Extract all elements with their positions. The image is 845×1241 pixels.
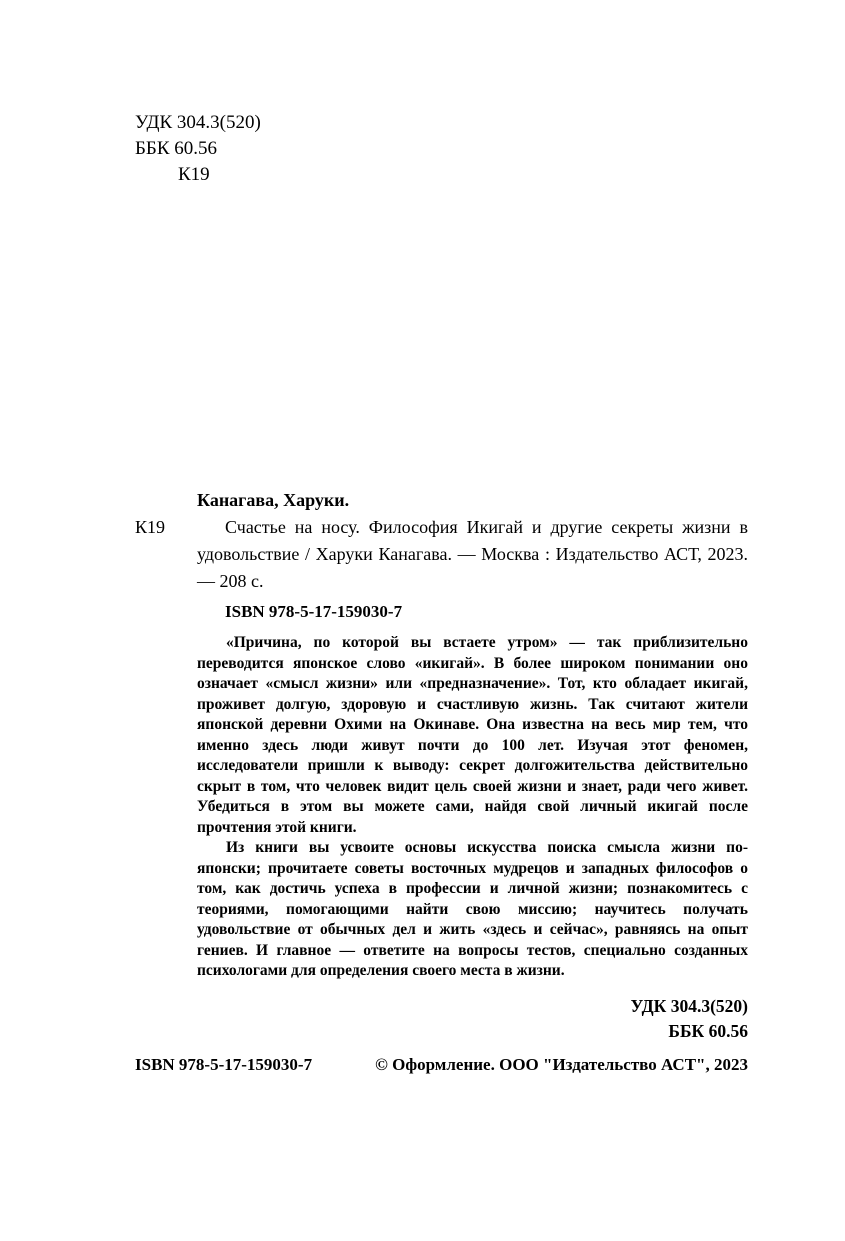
bbk-code: ББК 60.56 <box>135 138 217 159</box>
bottom-classification-block <box>135 994 748 1044</box>
author-sign-code: К19 <box>135 517 166 537</box>
copyright-notice: © Оформление. ООО "Издательство АСТ", 2023 <box>375 1055 748 1074</box>
author-sign-code: К19 <box>178 164 210 185</box>
isbn-text: ISBN 978-5-17-159030-7 <box>225 602 403 621</box>
annotation-paragraph: Из книги вы усвоите основы искусства поиска смысла жизни по-японски; прочитаете советы восточных мудрецов и западных философов о том, как достичь успеха в профессии и личной жизни; познакомитесь с теориями, помогающими найти свою миссию; научитесь получать удовольствие от обычных дел и жить «здесь и сейчас», равняясь на опыт гениев. И главное — ответите на вопросы тестов, специально созданных психологами для определения своего места в жизни. <box>197 839 748 979</box>
annotation-block <box>197 633 748 982</box>
udk-code: УДК 304.3(520) <box>630 995 748 1016</box>
top-classification-block <box>135 110 261 188</box>
footer-isbn: ISBN 978-5-17-159030-7 <box>135 1055 313 1074</box>
bibliographic-entry: Счастье на носу. Философия Икигай и другие секреты жизни в удовольствие / Харуки Канагава. — Москва : Издательство АСТ, 2023. — 208 с. <box>197 517 748 591</box>
author-name: Канагава, Харуки. <box>197 490 350 510</box>
catalog-entry-row <box>135 514 748 595</box>
bbk-code: ББК 60.56 <box>668 1020 748 1041</box>
catalog-card <box>135 487 748 1044</box>
annotation-paragraph: «Причина, по которой вы встаете утром» — так приблизительно переводится японское слово «икигай». В более широком понимании оно означает «смысл жизни» или «предназначение». Тот, кто обладает икигай, проживет долгую, здоровую и счастливую жизнь. Так считают жители японской деревни Охими на Окинаве. Она известна на весь мир тем, что именно здесь люди живут почти до 100 лет. Изучая этот феномен, исследователи пришли к выводу: секрет долгожительства действительно скрыт в том, что человек видит цель своей жизни и знает, ради чего живет. Убедиться в этом вы можете сами, найдя свой личный икигай после прочтения этой книги. <box>197 634 748 836</box>
footer-line <box>135 1055 748 1075</box>
udk-code: УДК 304.3(520) <box>135 112 261 133</box>
